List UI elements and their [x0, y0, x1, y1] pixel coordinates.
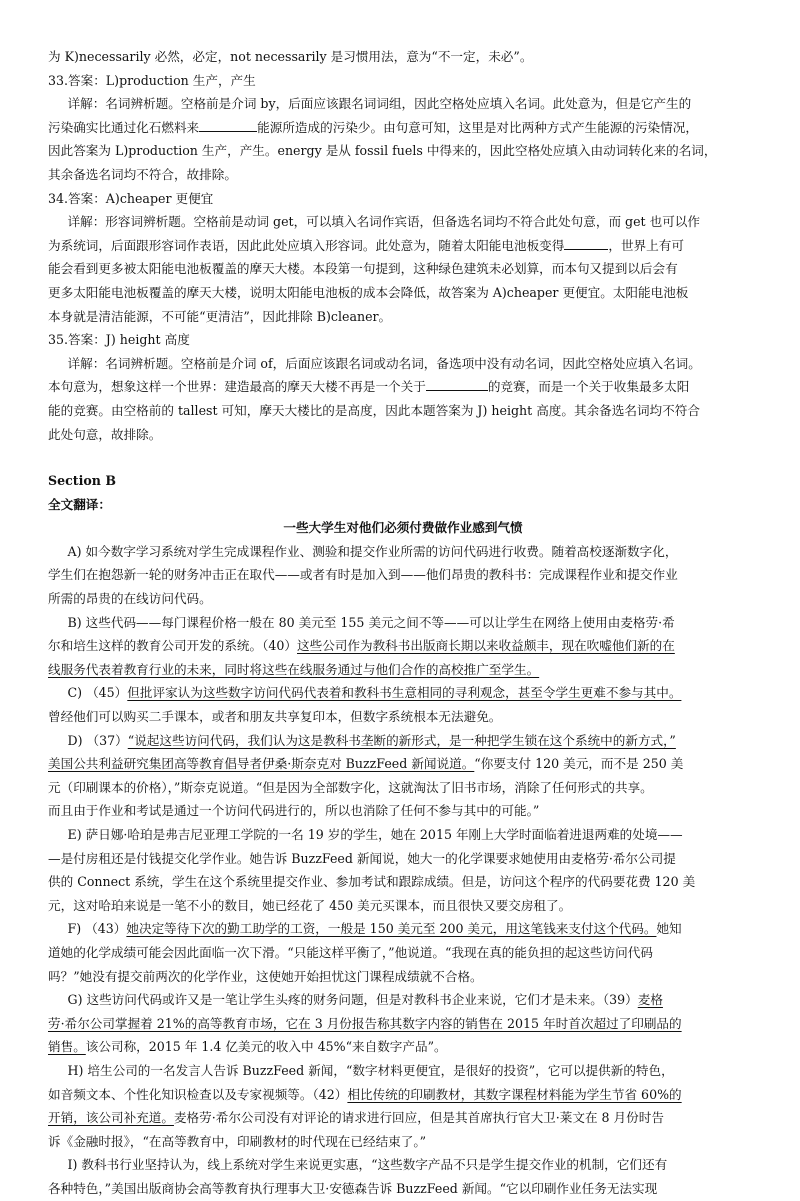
explanation-line: 详解：名词辨析题。空格前是介词 by，后面应该跟名词词组，因此空格处应填入名词。此处意为，但是它产生的: [67, 96, 692, 112]
paragraph-line: 美国公共利益研究集团高等教育倡导者伊桑·斯奈克对 BuzzFeed 新闻说道。“你要支付 120 美元，而不是 250 美: [48, 756, 684, 772]
paragraph-line: H) 培生公司的一名发言人告诉 BuzzFeed 新闻，“数字材料更便宜，是很好的投资”，它可以提供新的特色，: [67, 1062, 674, 1078]
explanation-line: 能的竞赛。由空格前的 tallest 可知，摩天大楼比的是高度，因此本题答案为 J) height 高度。其余备选名词均不符合: [48, 402, 700, 418]
paragraph-line: I) 教科书行业坚持认为，线上系统对学生来说更实惠，“这些数字产品不只是学生提交作业的机制，它们还有: [67, 1157, 668, 1173]
explanation-line: 详解：名词辨析题。空格前是介词 of，后面应该跟名词或动名词，备选项中没有动名词，因此空格处应填入名词。: [67, 355, 701, 371]
paragraph-line: 学生们在抱怨新一轮的财务冲击正在取代——或者有时是加入到——他们昂贵的教科书：完成课程作业和提交作业: [48, 567, 678, 583]
paragraph-line: 供的 Connect 系统，学生在这个系统里提交作业、参加考试和跟踪成绩。但是，访问这个程序的代码要花费 120 美: [48, 874, 696, 890]
paragraph-line: 尔和培生这样的教育公司开发的系统。（40）这些公司作为教科书出版商长期以来收益颇丰，现在吹嘘他们新的在: [48, 638, 675, 654]
underlined-answer: 麦格: [637, 992, 663, 1008]
paragraph-line: 诉《金融时报》，“在高等教育中，印刷教材的时代现在已经结束了。”: [48, 1133, 427, 1149]
paragraph-line: 曾经他们可以购买二手课本，或者和朋友共享复印本，但数字系统根本无法避免。: [48, 709, 502, 725]
paragraph-line: 所需的昂贵的在线访问代码。: [48, 591, 212, 607]
underlined-answer: 这些公司作为教科书出版商长期以来收益颇丰，现在吹嘘他们新的在: [297, 638, 675, 654]
underlined-answer: 她决定等待下次的勤工助学的工资，一般是 150 美元至 200 美元，用这笔钱来支付这个代码。: [126, 921, 657, 937]
text-line: 为 K)necessarily 必然，必定，not necessarily 是习惯用法，意为“不一定，未必”。: [48, 49, 533, 64]
paragraph-line: 而且由于作业和考试是通过一个访问代码进行的，所以也消除了任何不参与其中的可能。”: [48, 803, 540, 819]
paragraph-line: —是付房租还是付钱提交化学作业。她告诉 BuzzFeed 新闻说，她大一的化学课要求她使用由麦格劳·希尔公司提: [48, 850, 676, 866]
paragraph-line: 道她的化学成绩可能会因此面临一次下滑。“只能这样平衡了，”他说道。“我现在真的能负担的起这些访问代码: [48, 944, 653, 960]
section-heading: Section B: [48, 473, 116, 489]
paragraph-line: B) 这些代码——每门课程价格一般在 80 美元至 155 美元之间不等——可以让学生在网络上使用由麦格劳·希: [67, 614, 675, 630]
paragraph-line: 各种特色，”美国出版商协会高等教育执行理事大卫·安德森告诉 BuzzFeed 新闻。“它以印刷作业任务无法实现: [48, 1180, 658, 1196]
explanation-line: 更多太阳能电池板覆盖的摩天大楼，说明太阳能电池板的成本会降低，故答案为 A)cheaper 更便宜。太阳能电池板: [48, 284, 689, 300]
paragraph-line: 元（印刷课本的价格），”斯奈克说道。“但是因为全部数字化，这就淘汰了旧书市场，消除了任何形式的共享。: [48, 779, 653, 795]
explanation-line: 本身就是清洁能源，不可能“更清洁”，因此排除 B)cleaner。: [48, 308, 392, 324]
answer-34: 34.答案：A)cheaper 更便宜: [48, 190, 214, 206]
explanation-line: 详解：形容词辨析题。空格前是动词 get，可以填入名词作宾语，但备选名词均不符合此处句意，而 get 也可以作: [67, 214, 700, 230]
fill-blank: [564, 236, 608, 250]
paragraph-line: C) （45）但批评家认为这些数字访问代码代表着和教科书生意相同的寻利观念，甚至令学生更难不参与其中。: [67, 685, 682, 701]
underlined-answer: 劳·希尔公司掌握着 21%的高等教育市场，它在 3 月份报告称其数字内容的销售在 2015 年时首次超过了印刷品的: [48, 1015, 682, 1031]
paragraph-line: G) 这些访问代码或许又是一笔让学生头疼的财务问题，但是对教科书企业来说，它们才是未来。（39）麦格: [67, 992, 663, 1008]
explanation-line: 能会看到更多被太阳能电池板覆盖的摩天大楼。本段第一句提到，这种绿色建筑未必划算，而本句又提到以后会有: [48, 261, 678, 277]
explanation-line: 其余备选名词均不符合，故排除。: [48, 166, 237, 182]
paragraph-line: D) （37）“说起这些访问代码，我们认为这是教科书垄断的新形式，是一种把学生锁在这个系统中的新方式，”: [67, 732, 676, 748]
fill-blank: [426, 378, 488, 392]
paragraph-line: 开销，该公司补充道。麦格劳·希尔公司没有对评论的请求进行回应，但是其首席执行官大卫·莱文在 8 月份时告: [48, 1110, 664, 1126]
underlined-answer: 线服务代表着教育行业的未来，同时将这些在线服务通过与他们合作的高校推广至学生。: [48, 661, 540, 677]
underlined-answer: “说起这些访问代码，我们认为这是教科书垄断的新形式，是一种把学生锁在这个系统中的新方式，”: [127, 732, 676, 748]
answer-35: 35.答案：J) height 高度: [48, 332, 190, 348]
explanation-line: 此处句意，故排除。: [48, 426, 162, 442]
underlined-answer: 美国公共利益研究集团高等教育倡导者伊桑·斯奈克对 BuzzFeed 新闻说道。: [48, 756, 475, 772]
explanation-line: 污染确实比通过化石燃料来 能源所造成的污染少。由句意可知，这里是对比两种方式产生能源的污染情况，: [48, 119, 698, 135]
underlined-answer: 开销，该公司补充道。: [48, 1110, 174, 1126]
fill-blank: [199, 118, 257, 132]
explanation-line: 因此答案为 L)production 生产，产生。energy 是从 fossil fuels 中得来的，因此空格处应填入由动词转化来的名词，: [48, 143, 717, 159]
paragraph-line: [48, 658, 758, 682]
paragraph-line: F) （43）她决定等待下次的勤工助学的工资，一般是 150 美元至 200 美元，用这笔钱来支付这个代码。她知: [67, 921, 682, 937]
underlined-answer: 销售。: [48, 1039, 86, 1055]
paragraph-line: 吗？”她没有提交前两次的化学作业，这使她开始担忧这门课程成绩就不合格。: [48, 968, 483, 984]
translation-heading: 全文翻译：: [48, 496, 111, 512]
underlined-answer: 相比传统的印刷教材，其数字课程材料能为学生节省 60%的: [347, 1086, 682, 1102]
document-page: [48, 45, 758, 1201]
paragraph-line: 销售。该公司称，2015 年 1.4 亿美元的收入中 45%“来自数字产品”。: [48, 1039, 447, 1055]
paragraph-line: E) 萨日娜·哈珀是弗吉尼亚理工学院的一名 19 岁的学生，她在 2015 年刚上大学时面临着进退两难的处境——: [67, 827, 683, 842]
answer-33: 33.答案：L)production 生产，产生: [48, 72, 256, 88]
paragraph-line: A) 如今数字学习系统对学生完成课程作业、测验和提交作业所需的访问代码进行收费。随着高校逐渐数字化，: [67, 543, 678, 559]
article-title: 一些大学生对他们必须付费做作业感到气愤: [283, 520, 523, 536]
explanation-line: 本句意为，想象这样一个世界：建造最高的摩天大楼不再是一个关于 的竞赛，而是一个关于收集最多太阳: [48, 379, 690, 395]
paragraph-line: 元，这对哈珀来说是一笔不小的数目，她已经花了 450 美元买课本，而且很快又要交房租了。: [48, 897, 572, 913]
paragraph-line: 如音频文本、个性化知识检查以及专家视频等。（42）相比传统的印刷教材，其数字课程材料能为学生节省 60%的: [48, 1086, 682, 1102]
paragraph-line: [48, 1012, 758, 1036]
explanation-line: 为系统词，后面跟形容词作表语，因此此处应填入形容词。此处意为，随着太阳能电池板变得 ，世界上有可: [48, 237, 684, 253]
underlined-answer: 但批评家认为这些数字访问代码代表着和教科书生意相同的寻利观念，甚至令学生更难不参与其中。: [127, 685, 682, 701]
